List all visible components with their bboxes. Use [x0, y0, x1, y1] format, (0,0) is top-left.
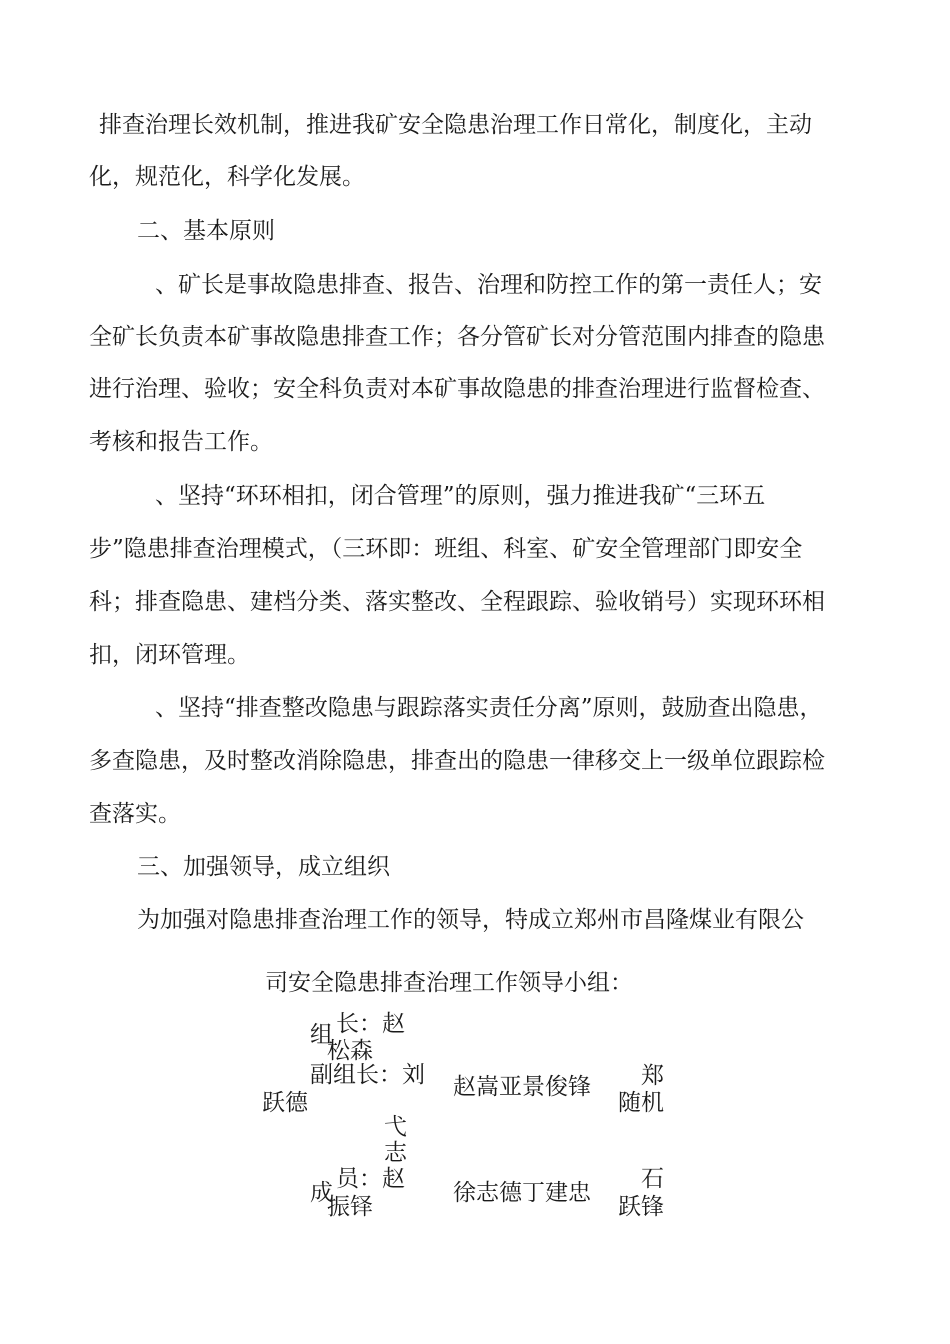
paragraph-line: 查落实。	[89, 801, 181, 827]
paragraph-line: 多查隐患，及时整改消除隐患，排查出的隐患一律移交上一级单位跟踪检	[89, 748, 825, 774]
paragraph-line: 为加强对隐患排查治理工作的领导，特成立郑州市昌隆煤业有限公	[137, 907, 804, 933]
member-name: 石	[641, 1166, 664, 1192]
group-leader-name: 松森	[327, 1038, 373, 1064]
deputy-leader-label: 副组长：刘	[310, 1062, 425, 1088]
paragraph-line: 、坚持“排查整改隐患与跟踪落实责任分离”原则，鼓励查出隐患，	[155, 695, 823, 721]
paragraph-line: 考核和报告工作。	[89, 429, 273, 455]
member-name: 振铎	[327, 1194, 373, 1220]
paragraph-line: 科；排查隐患、建档分类、落实整改、全程跟踪、验收销号）实现环环相	[89, 589, 825, 615]
paragraph-line: 、坚持“环环相扣，闭合管理”的原则，强力推进我矿“三环五	[155, 483, 766, 509]
paragraph-line: 全矿长负责本矿事故隐患排查工作；各分管矿长对分管范围内排查的隐患	[89, 324, 825, 350]
member-name: 跃锋	[618, 1194, 664, 1220]
group-leader-label-prefix: 组	[310, 1022, 333, 1048]
group-leader-label: 长：赵	[336, 1011, 405, 1037]
paragraph-line: 进行治理、验收；安全科负责对本矿事故隐患的排查治理进行监督检查、	[89, 376, 825, 402]
paragraph-line: 步”隐患排查治理模式，（三环即：班组、科室、矿安全管理部门即安全	[89, 536, 803, 562]
paragraph-line: 司安全隐患排查治理工作领导小组：	[265, 970, 633, 996]
member-names: 徐志德丁建忠	[453, 1180, 591, 1206]
paragraph-line: 、矿长是事故隐患排查、报告、治理和防控工作的第一责任人；安	[155, 272, 822, 298]
member-label: 员：赵	[336, 1166, 405, 1192]
section-heading: 二、基本原则	[137, 218, 275, 244]
paragraph-line: 化，规范化，科学化发展。	[89, 164, 365, 190]
paragraph-line: 扣，闭环管理。	[89, 642, 250, 668]
deputy-leader-name: 随机	[618, 1090, 664, 1116]
paragraph-line: 排查治理长效机制，推进我矿安全隐患治理工作日常化，制度化，主动	[99, 112, 812, 138]
section-heading: 三、加强领导，成立组织	[137, 854, 390, 880]
deputy-leader-name: 跃德	[262, 1090, 308, 1116]
deputy-leader-names: 赵嵩亚景俊锋	[453, 1074, 591, 1100]
member-label-prefix: 成	[310, 1180, 333, 1206]
member-name-part: 弋	[384, 1114, 407, 1140]
member-name-part: 志	[384, 1140, 407, 1166]
deputy-leader-name: 郑	[641, 1063, 664, 1089]
